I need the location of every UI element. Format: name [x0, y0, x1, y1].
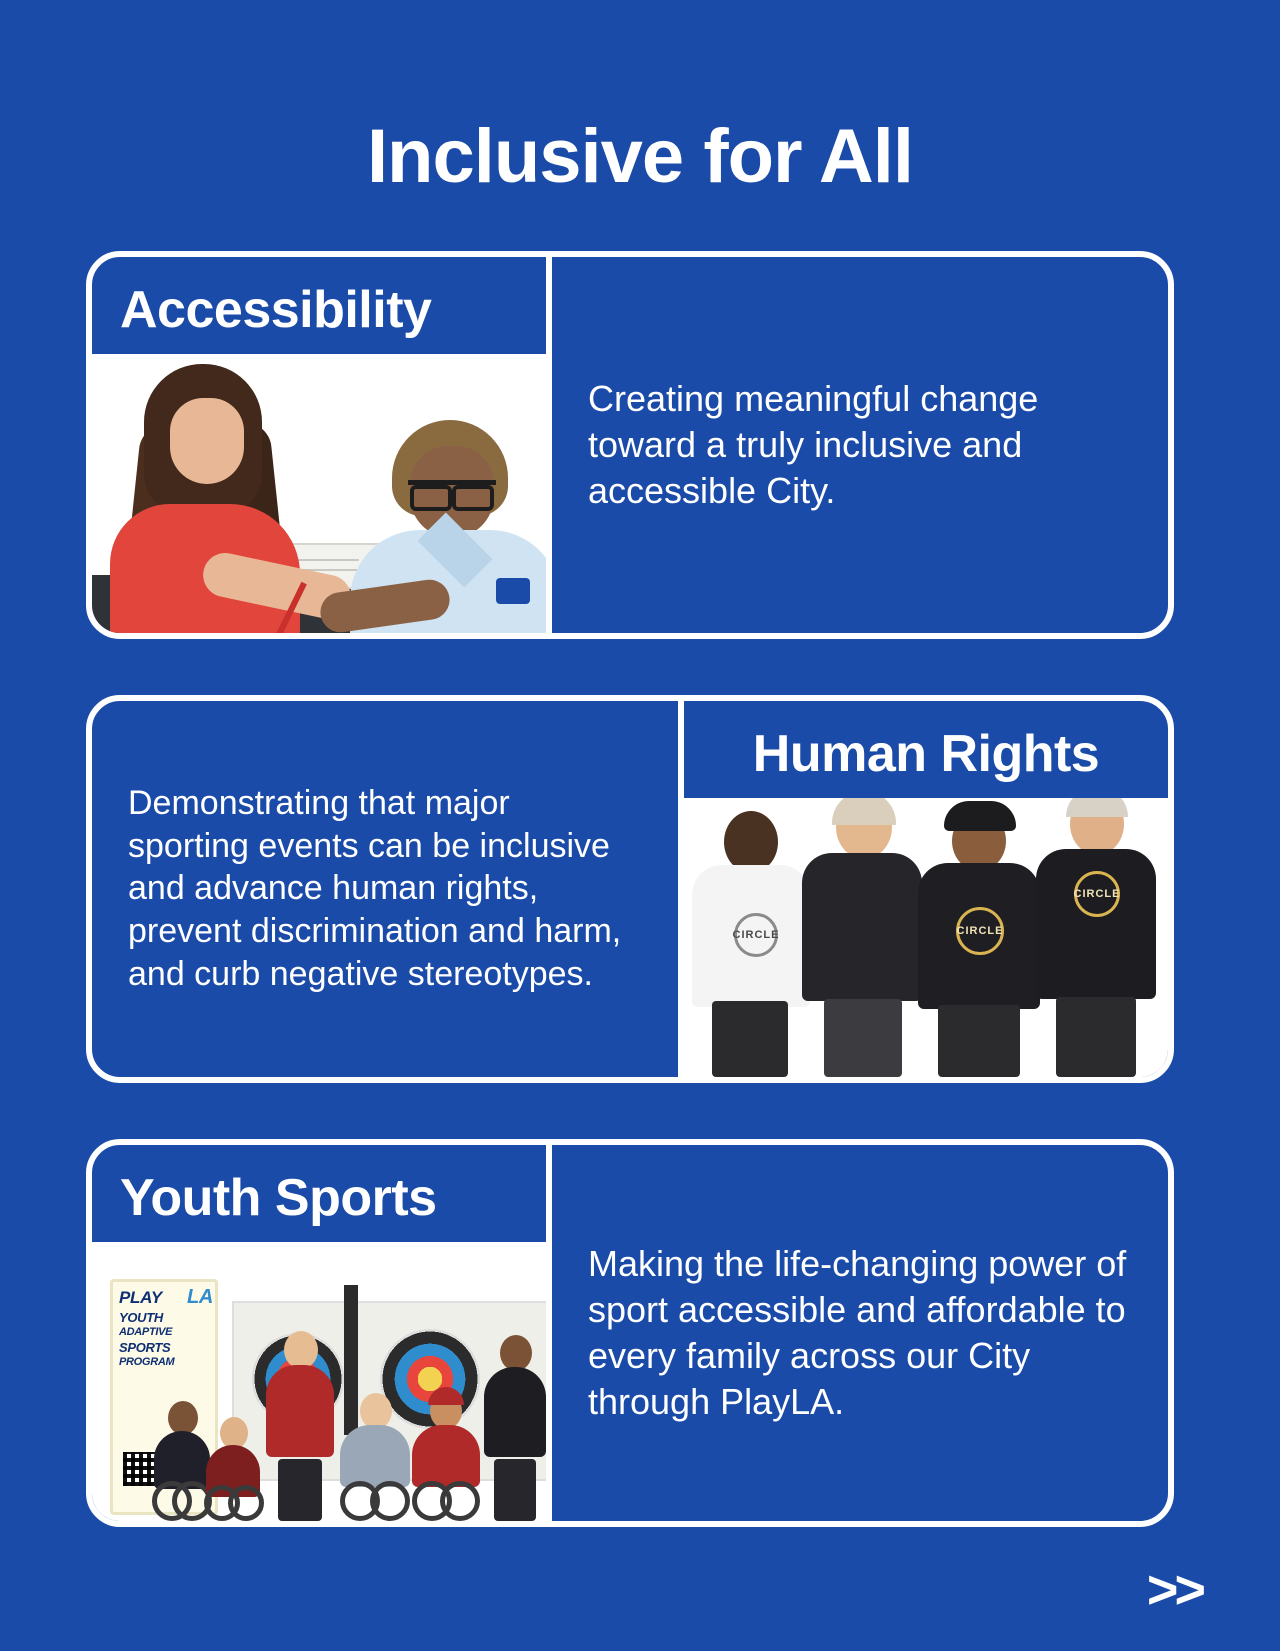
banner-line-4: ADAPTIVE [119, 1325, 173, 1338]
participant-4 [338, 1393, 412, 1521]
double-chevron-right-icon[interactable]: >> [1146, 1559, 1202, 1620]
banner-line-2: LA [187, 1285, 214, 1308]
card-heading-accessibility: Accessibility [120, 280, 432, 339]
participant-3 [264, 1331, 336, 1521]
card-body-accessibility: Creating meaningful change toward a truly inclusive and accessible City. [588, 377, 1039, 511]
banner-line-3: YOUTH [119, 1309, 164, 1325]
youth-sports-text-pane [552, 1145, 1168, 1521]
card-body-human-rights: Demonstrating that major sporting events can be inclusive and advance human rights, prevent discrimination and harm, and curb negative stereotypes. [128, 783, 622, 994]
banner-line-5: SPORTS [119, 1339, 171, 1355]
participant-2 [204, 1417, 264, 1521]
human-rights-media-pane [684, 701, 1168, 1077]
accessibility-photo [92, 354, 546, 633]
participant-5 [410, 1393, 482, 1521]
page-title: Inclusive for All [366, 113, 914, 199]
person-4: CIRCLE [1034, 798, 1158, 1077]
accessibility-text-pane [552, 257, 1168, 633]
banner-line-1: PLAY [119, 1287, 162, 1307]
card-body-youth-sports: Making the life-changing power of sport accessible and affordable to every family across our City through PlayLA. [588, 1242, 1127, 1422]
glasses-icon [408, 480, 496, 500]
card-human-rights [86, 695, 1174, 1083]
human-rights-photo [684, 798, 1168, 1077]
youth-sports-photo [92, 1242, 546, 1521]
person-2 [800, 798, 924, 1077]
slide-page [0, 51, 1280, 1651]
person-3: CIRCLE [916, 799, 1042, 1077]
banner-line-6: PROGRAM [119, 1355, 175, 1368]
participant-6 [482, 1335, 546, 1521]
card-accessibility [86, 251, 1174, 639]
card-youth-sports [86, 1139, 1174, 1527]
youth-sports-media-pane [92, 1145, 552, 1521]
shirt-logo-badge [496, 578, 530, 604]
human-rights-text-pane [92, 701, 684, 1077]
card-heading-youth-sports: Youth Sports [120, 1168, 437, 1227]
person-1: CIRCLE [690, 809, 810, 1077]
card-heading-human-rights: Human Rights [752, 724, 1100, 783]
accessibility-media-pane [92, 257, 552, 633]
